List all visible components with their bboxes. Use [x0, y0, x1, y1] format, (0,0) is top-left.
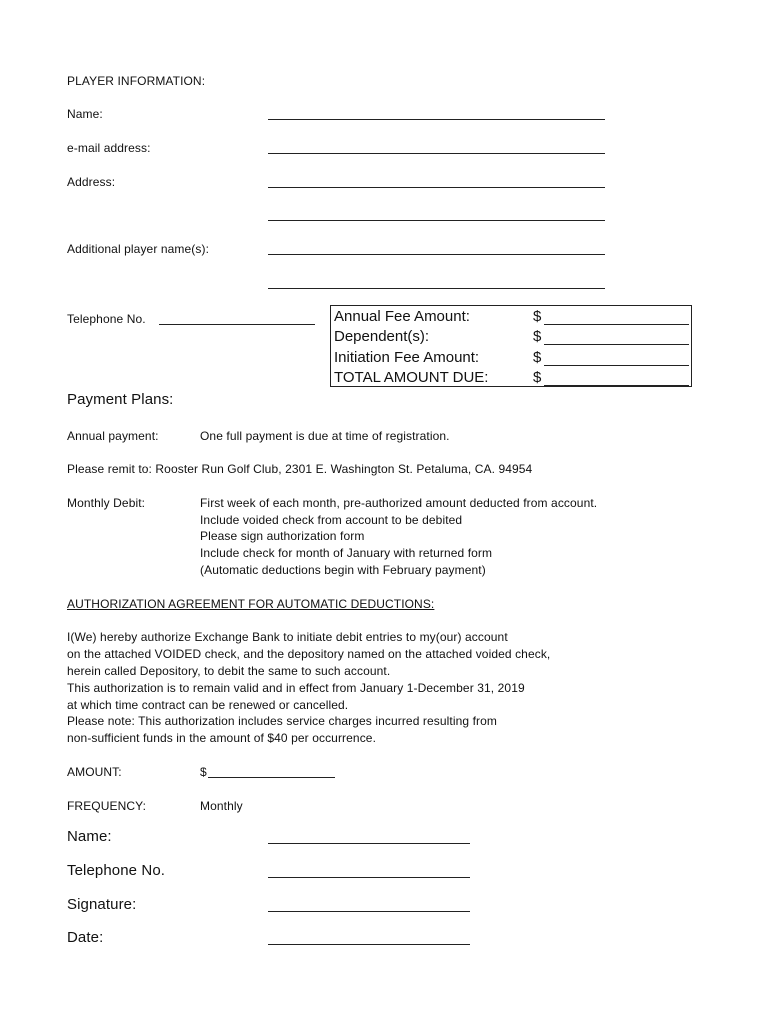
- monthly-debit-line: (Automatic deductions begin with February payment): [200, 563, 486, 577]
- telephone-label: Telephone No.: [67, 312, 146, 326]
- name-label: Name:: [67, 107, 103, 121]
- authorization-line: Please note: This authorization includes service charges incurred resulting from: [67, 714, 497, 728]
- signoff-name-field[interactable]: [268, 843, 470, 844]
- authorization-line: on the attached VOIDED check, and the depository named on the attached voided check,: [67, 647, 551, 661]
- initiation-fee-label: Initiation Fee Amount:: [334, 349, 480, 366]
- additional-players-field-line-2[interactable]: [268, 288, 605, 289]
- signoff-name-label: Name:: [67, 828, 112, 845]
- signature-field[interactable]: [268, 911, 470, 912]
- total-due-label: TOTAL AMOUNT DUE:: [334, 369, 489, 386]
- annual-fee-currency: $: [533, 308, 542, 325]
- fee-summary-box: [330, 305, 692, 387]
- initiation-fee-field[interactable]: [544, 365, 689, 366]
- amount-currency: $: [200, 765, 207, 779]
- dependents-field[interactable]: [544, 344, 689, 345]
- amount-label: AMOUNT:: [67, 765, 122, 779]
- monthly-debit-label: Monthly Debit:: [67, 496, 146, 510]
- monthly-debit-line: Include check for month of January with returned form: [200, 546, 493, 560]
- email-label: e-mail address:: [67, 141, 151, 155]
- dependents-label: Dependent(s):: [334, 328, 430, 345]
- frequency-value: Monthly: [200, 799, 243, 813]
- address-field-line-1[interactable]: [268, 187, 605, 188]
- total-due-field[interactable]: [544, 385, 689, 386]
- signature-label: Signature:: [67, 896, 137, 913]
- monthly-debit-line: Please sign authorization form: [200, 529, 365, 543]
- dependents-currency: $: [533, 328, 542, 345]
- authorization-line: herein called Depository, to debit the same to such account.: [67, 664, 391, 678]
- address-label: Address:: [67, 175, 116, 189]
- frequency-label: FREQUENCY:: [67, 799, 147, 813]
- remit-address: Please remit to: Rooster Run Golf Club, 2301 E. Washington St. Petaluma, CA. 94954: [67, 462, 533, 476]
- total-due-currency: $: [533, 369, 542, 386]
- authorization-line: non-sufficient funds in the amount of $40 per occurrence.: [67, 731, 376, 745]
- initiation-fee-currency: $: [533, 349, 542, 366]
- authorization-line: at which time contract can be renewed or cancelled.: [67, 698, 349, 712]
- name-field[interactable]: [268, 119, 605, 120]
- address-field-line-2[interactable]: [268, 220, 605, 221]
- additional-players-field-line-1[interactable]: [268, 254, 605, 255]
- telephone-field[interactable]: [159, 324, 315, 325]
- date-label: Date:: [67, 929, 104, 946]
- payment-plans-heading: Payment Plans:: [67, 391, 174, 408]
- email-field[interactable]: [268, 153, 605, 154]
- signoff-telephone-label: Telephone No.: [67, 862, 166, 879]
- player-info-heading: PLAYER INFORMATION:: [67, 74, 206, 88]
- authorization-line: This authorization is to remain valid and in effect from January 1-December 31, 2019: [67, 681, 525, 695]
- annual-fee-label: Annual Fee Amount:: [334, 308, 470, 325]
- amount-field[interactable]: [208, 777, 335, 778]
- monthly-debit-line: Include voided check from account to be debited: [200, 513, 463, 527]
- monthly-debit-line: First week of each month, pre-authorized amount deducted from account.: [200, 496, 598, 510]
- additional-players-label: Additional player name(s):: [67, 242, 210, 256]
- signoff-telephone-field[interactable]: [268, 877, 470, 878]
- annual-payment-label: Annual payment:: [67, 429, 159, 443]
- annual-payment-text: One full payment is due at time of registration.: [200, 429, 450, 443]
- authorization-line: I(We) hereby authorize Exchange Bank to initiate debit entries to my(our) account: [67, 630, 508, 644]
- date-field[interactable]: [268, 944, 470, 945]
- annual-fee-field[interactable]: [544, 324, 689, 325]
- authorization-heading: AUTHORIZATION AGREEMENT FOR AUTOMATIC DEDUCTIONS:: [67, 597, 435, 611]
